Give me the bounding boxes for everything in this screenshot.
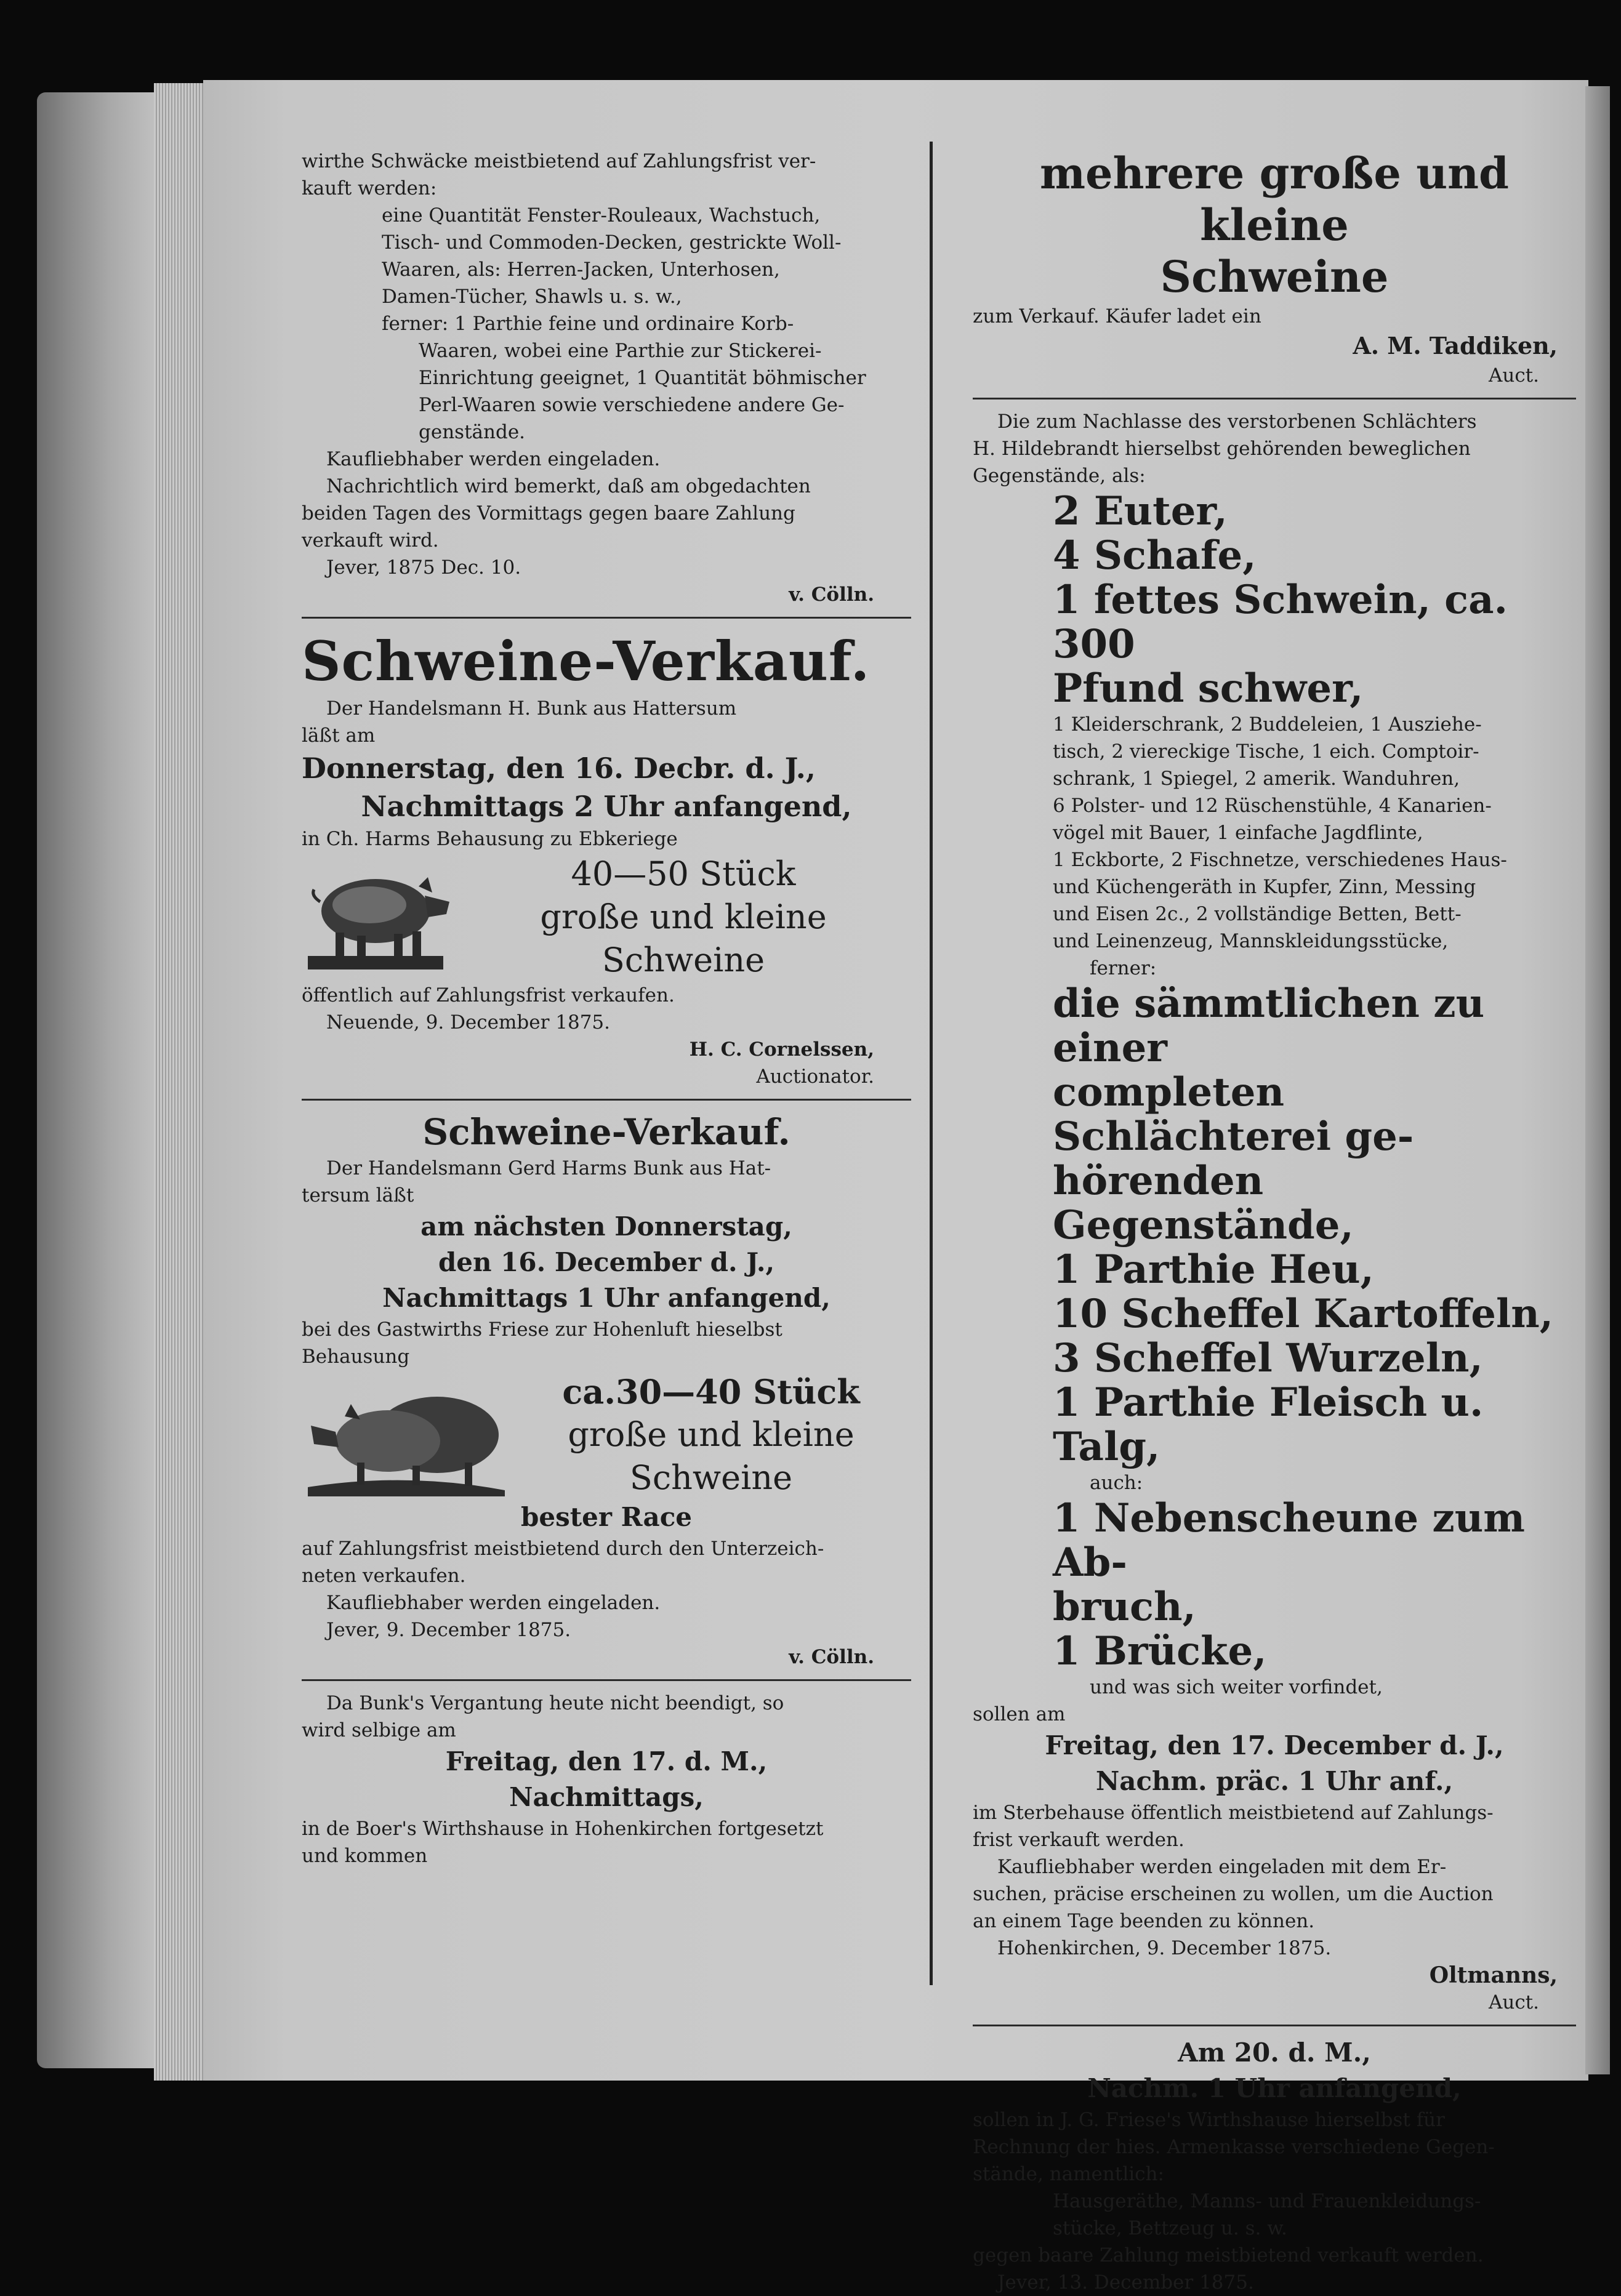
ad-date: den 16. December d. J., — [438, 1247, 775, 1277]
item-line: 1 fettes Schwein, ca. 300 — [1053, 577, 1508, 667]
auction-time: Nachm. 1 Uhr anfangend, — [1087, 2073, 1462, 2103]
ad-desc: Schweine — [601, 941, 765, 979]
text-line: beiden Tagen des Vormittags gegen baare Zahlung — [302, 502, 795, 524]
text-line: Kaufliebhaber werden eingeladen mit dem Er- — [997, 1856, 1447, 1878]
pig-illustration-block — [302, 1370, 911, 1499]
advertisement-1 — [302, 627, 911, 1090]
text-line: stücke, Bettzeug u. s. w. — [1053, 2217, 1287, 2239]
text-line: Hausgeräthe, Manns- und Frauenkleidungs- — [1053, 2190, 1481, 2212]
item-line: 4 Schafe, — [1053, 532, 1257, 579]
text-line: Perl-Waaren sowie verschiedene andere Ge- — [419, 394, 845, 416]
text-line: H. Hildebrandt hierselbst gehörenden beweglichen — [973, 438, 1471, 460]
text-line: Da Bunk's Vergantung heute nicht beendigt, so — [326, 1692, 784, 1714]
item-line: 3 Scheffel Wurzeln, — [1053, 1335, 1483, 1381]
right-column — [973, 148, 1576, 2296]
item-line: 1 Parthie Heu, — [1053, 1246, 1374, 1293]
text-line: schrank, 1 Spiegel, 2 amerik. Wanduhren, — [1053, 768, 1460, 790]
text-line: ferner: 1 Parthie feine und ordinaire Korb- — [382, 313, 794, 335]
text-line: und was sich weiter vorfindet, — [1090, 1676, 1383, 1698]
text-line: im Sterbehause öffentlich meistbietend auf Zahlungs- — [973, 1802, 1494, 1824]
signature-role: Auct. — [1488, 364, 1539, 387]
item-line: 1 Parthie Fleisch u. Talg, — [1053, 1379, 1484, 1470]
left-column — [302, 148, 911, 1869]
text-line: wirthe Schwäcke meistbietend auf Zahlungsfrist ver- — [302, 150, 816, 172]
signature: v. Cölln. — [789, 584, 874, 606]
signature-role: Auctionator. — [756, 1066, 874, 1088]
text-line: Tisch- und Commoden-Decken, gestrickte Woll- — [382, 231, 842, 254]
text-line: Gegenstände, als: — [973, 465, 1146, 487]
divider — [302, 617, 911, 619]
signature: v. Cölln. — [789, 1646, 874, 1668]
ad-desc: Schweine — [629, 1458, 793, 1497]
text-line: Einrichtung geeignet, 1 Quantität böhmischer — [419, 367, 866, 389]
item-line: bruch, — [1053, 1584, 1196, 1630]
item-line: hörenden Gegenstände, — [1053, 1158, 1354, 1248]
text-line: Behausung — [302, 1346, 410, 1368]
divider — [302, 1099, 911, 1101]
text-line: frist verkauft werden. — [973, 1829, 1185, 1851]
text-line: neten verkaufen. — [302, 1565, 466, 1587]
text-line: in Ch. Harms Behausung zu Ebkeriege — [302, 828, 678, 850]
column-divider — [930, 142, 933, 1985]
text-line: Rechnung der hies. Armenkasse verschiedene Gegen- — [973, 2136, 1495, 2158]
continuation-notice — [302, 1690, 911, 1869]
pig-icon — [302, 853, 456, 976]
item-line: completen Schlächterei ge- — [1053, 1069, 1414, 1160]
ad-date: am nächsten Donnerstag, — [420, 1211, 792, 1242]
item-line: 1 Nebenscheune zum Ab- — [1053, 1495, 1525, 1586]
text-line: bei des Gastwirths Friese zur Hohenluft hieselbst — [302, 1319, 782, 1341]
text-line: und Leinenzeug, Mannskleidungsstücke, — [1053, 930, 1449, 952]
taddiken-ad — [973, 148, 1576, 389]
pig-illustration-block — [302, 853, 911, 982]
item-line: 2 Euter, — [1053, 488, 1228, 534]
signature: A. M. Taddiken, — [1353, 332, 1558, 359]
text-line: Kaufliebhaber werden eingeladen. — [326, 1592, 661, 1614]
ad-heading: mehrere große und kleine — [1039, 148, 1510, 251]
text-line: genstände. — [419, 421, 526, 443]
dateline: Neuende, 9. December 1875. — [326, 1011, 610, 1034]
signature: H. C. Cornelssen, — [689, 1038, 874, 1061]
text-line: an einem Tage beenden zu können. — [973, 1910, 1315, 1932]
text-line: sollen am — [973, 1703, 1066, 1725]
text-line: und Küchengeräth in Kupfer, Zinn, Messing — [1053, 876, 1476, 898]
text-line: 6 Polster- und 12 Rüschenstühle, 4 Kanarien- — [1053, 795, 1492, 817]
text-line: auch: — [1090, 1472, 1143, 1494]
auction-date: Freitag, den 17. December d. J., — [1045, 1730, 1504, 1760]
text-line: stände, namentlich: — [973, 2163, 1164, 2185]
text-line: tersum läßt — [302, 1184, 414, 1206]
dateline: Jever, 13. December 1875. — [997, 2271, 1254, 2294]
ad-heading: Schweine-Verkauf. — [302, 629, 871, 693]
ad-desc: große und kleine — [568, 1415, 855, 1454]
divider — [973, 2025, 1576, 2026]
ad-heading: Schweine — [1160, 251, 1389, 302]
text-line: tisch, 2 viereckige Tische, 1 eich. Comptoir- — [1053, 741, 1479, 763]
text-line: und kommen — [302, 1845, 428, 1867]
text-line: Der Handelsmann Gerd Harms Bunk aus Hat- — [326, 1157, 771, 1179]
pigs-icon — [302, 1370, 511, 1499]
text-line: und Eisen 2c., 2 vollständige Betten, Bett- — [1053, 903, 1462, 925]
text-line: wird selbige am — [302, 1719, 456, 1741]
ad-date: Donnerstag, den 16. Decbr. d. J., — [302, 752, 816, 785]
dateline: Jever, 9. December 1875. — [326, 1619, 571, 1641]
text-line: Nachrichtlich wird bemerkt, daß am obgedachten — [326, 475, 811, 497]
ad-time: Nachmittags 1 Uhr anfangend, — [382, 1283, 831, 1313]
ad-race: bester Race — [521, 1502, 692, 1532]
text-line: öffentlich auf Zahlungsfrist verkaufen. — [302, 984, 675, 1006]
advertisement-2 — [302, 1109, 911, 1671]
signature: Oltmanns, — [1429, 1962, 1558, 1988]
ad-heading: Schweine-Verkauf. — [422, 1111, 790, 1153]
text-line: zum Verkauf. Käufer ladet ein — [973, 305, 1261, 327]
text-line: Der Handelsmann H. Bunk aus Hattersum — [326, 697, 737, 720]
auction-time: Nachm. präc. 1 Uhr anf., — [1095, 1766, 1454, 1796]
text-line: ferner: — [1090, 957, 1157, 979]
text-line: Waaren, als: Herren-Jacken, Unterhosen, — [382, 259, 780, 281]
item-line: 10 Scheffel Kartoffeln, — [1053, 1291, 1554, 1337]
text-line: gegen baare Zahlung meistbietend verkauft werden. — [973, 2244, 1484, 2266]
divider — [302, 1679, 911, 1681]
text-line: Damen-Tücher, Shawls u. s. w., — [382, 286, 682, 308]
ad-count: ca.30—40 Stück — [562, 1372, 860, 1411]
text-line: Jever, 1875 Dec. 10. — [326, 556, 521, 579]
item-line: die sämmtlichen zu einer — [1053, 981, 1485, 1071]
text-line: vögel mit Bauer, 1 einfache Jagdflinte, — [1053, 822, 1423, 844]
text-line: kauft werden: — [302, 177, 437, 199]
text-line: 1 Eckborte, 2 Fischnetze, verschiedenes Haus- — [1053, 849, 1507, 871]
text-line: Kaufliebhaber werden eingeladen. — [326, 448, 661, 470]
text-line: verkauft wird. — [302, 529, 439, 552]
text-line: auf Zahlungsfrist meistbietend durch den Unterzeich- — [302, 1538, 824, 1560]
ad-time: Nachmittags 2 Uhr anfangend, — [361, 790, 852, 823]
notice-time: Nachmittags, — [509, 1782, 704, 1812]
text-line: Waaren, wobei eine Parthie zur Stickerei- — [419, 340, 822, 362]
auction-date: Am 20. d. M., — [1178, 2037, 1371, 2068]
book-page-stack — [154, 83, 209, 2081]
intro-notice — [302, 148, 911, 608]
item-line: 1 Brücke, — [1053, 1628, 1267, 1674]
text-line: läßt am — [302, 725, 376, 747]
text-line: 1 Kleiderschrank, 2 Buddeleien, 1 Ausziehe- — [1053, 713, 1482, 736]
text-line: eine Quantität Fenster-Rouleaux, Wachstuch, — [382, 204, 821, 227]
signature-role: Auct. — [1488, 1991, 1539, 2013]
text-line: suchen, präcise erscheinen zu wollen, um die Auction — [973, 1883, 1494, 1905]
text-line: in de Boer's Wirthshause in Hohenkirchen fortgesetzt — [302, 1818, 824, 1840]
divider — [973, 398, 1576, 399]
estate-auction-ad — [973, 408, 1576, 2016]
ad-desc: große und kleine — [540, 897, 827, 936]
ad-count: 40—50 Stück — [571, 854, 796, 893]
poor-fund-auction-ad — [973, 2035, 1576, 2296]
book-right-edge — [1585, 86, 1610, 2074]
text-line: sollen in J. G. Friese's Wirthshause hierselbst für — [973, 2109, 1445, 2131]
text-line: Die zum Nachlasse des verstorbenen Schlächters — [997, 411, 1477, 433]
item-line: Pfund schwer, — [1053, 665, 1364, 712]
notice-date: Freitag, den 17. d. M., — [445, 1746, 768, 1776]
dateline: Hohenkirchen, 9. December 1875. — [997, 1937, 1332, 1959]
